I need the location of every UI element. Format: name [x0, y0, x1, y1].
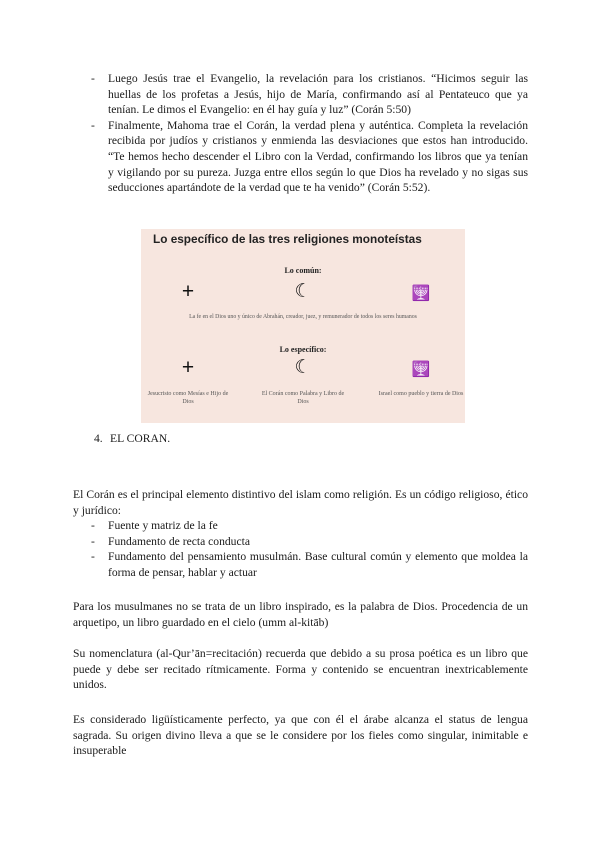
cross-icon: + — [181, 280, 195, 303]
list-item-text: Fundamento del pensamiento musulmán. Base cultural común y elemento que moldea la forma de pensar, hablar y actuar — [108, 550, 528, 579]
section-title: EL CORAN. — [110, 432, 171, 445]
common-label: Lo común: — [284, 266, 322, 275]
crescent-icon: ☾ — [294, 357, 312, 378]
bullet-text: Luego Jesús trae el Evangelio, la revelación para los cristianos. “Hicimos seguir las huellas de los profetas a Jesús, hijo de María, confirmando así al Pentateuco que ya tenían. Le dimos el Evangelio: en él hay guía y luz” (Corán 5:50) — [108, 72, 528, 117]
list-item — [73, 549, 528, 580]
intro-text: El Corán es el principal elemento distintivo del islam como religión. Es un código religioso, ético y jurídico: — [73, 488, 528, 517]
caption-judaism: Israel como pueblo y tierra de Dios — [378, 391, 464, 397]
list-item — [73, 534, 528, 550]
paragraph: Es considerado ligüísticamente perfecto, ya que con él el árabe alcanza el status de lengua sagrada. Su origen divino lleva a que se le considere por los fieles como singular, inimitable e insuperable — [73, 713, 528, 758]
section-heading — [94, 431, 170, 447]
figure-title: Lo específico de las tres religiones monoteístas — [153, 232, 422, 246]
cross-icon: + — [181, 356, 195, 379]
bullet-dash: - — [91, 550, 95, 564]
monotheistic-religions-figure — [141, 229, 465, 423]
list-item-text: Fundamento de recta conducta — [108, 534, 250, 548]
crescent-icon: ☾ — [294, 281, 312, 302]
koran-attributes-list — [73, 518, 528, 580]
menorah-icon: 🕎 — [411, 361, 431, 378]
bullet-dash: - — [91, 118, 95, 132]
intro-paragraph — [73, 487, 528, 581]
paragraph: Para los musulmanes no se trata de un libro inspirado, es la palabra de Dios. Procedencia de un arquetipo, un libro guardado en el cielo (umm al-kitāb) — [73, 600, 528, 629]
bullet-dash: - — [91, 72, 95, 85]
bullet-dash: - — [91, 519, 95, 533]
specific-label: Lo específico: — [279, 345, 327, 354]
common-text: La fe en el Dios uno y único de Abrahán, creador, juez, y remunerador de todos los seres humanos — [189, 314, 417, 320]
list-item-text: Fuente y matriz de la fe — [108, 519, 218, 533]
bullet-dash: - — [91, 534, 95, 548]
caption-christianity: Jesucristo como Mesías e Hijo de Dios — [147, 391, 229, 405]
bullet-item — [73, 118, 528, 196]
caption-islam: El Corán como Palabra y Libro de Dios — [261, 391, 345, 405]
bullet-text: Finalmente, Mahoma trae el Corán, la verdad plena y auténtica. Completa la revelación recibida por judíos y cristianos y enmienda las desviaciones que estos han introducido. “Te hemos hecho descender el Libro con la Verdad, confirmando los libros que ya tenían y vigilando por su pureza. Juzga entre ellos según lo que Dios ha revelado y no sigas sus seducciones apartándote de la verdad que te ha venido” (Corán 5:52). — [108, 118, 528, 195]
section-number: 4. — [94, 432, 103, 445]
paragraph: Su nomenclatura (al-Qur’ān=recitación) recuerda que debido a su prosa poética es un libro que puede y debe ser recitado rítmicamente. Forma y contenido se encuentran inextricablemente unidos. — [73, 647, 528, 692]
bullet-item — [73, 71, 528, 118]
list-item — [73, 518, 528, 534]
top-bullet-list — [73, 71, 528, 196]
menorah-icon: 🕎 — [411, 285, 431, 302]
